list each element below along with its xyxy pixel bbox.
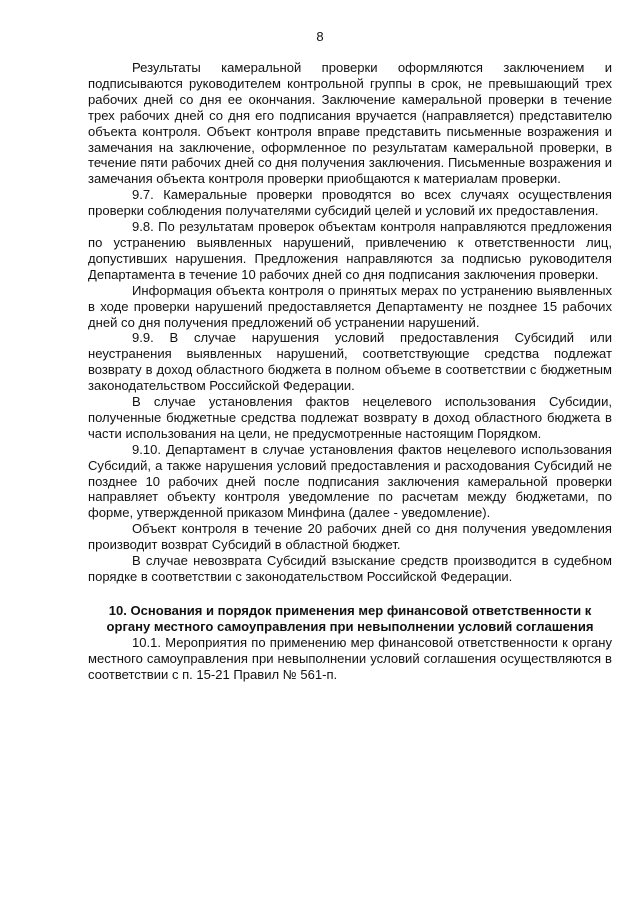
paragraph: 9.9. В случае нарушения условий предоставления Субсидий или неустранения выявленных нарушений, соответствующие средства подлежат возврату в доход областного бюджета в полном объеме в соответствии с бюджетным законодательством Российской Федерации. xyxy=(88,330,612,394)
document-body xyxy=(88,60,612,682)
paragraph: Объект контроля в течение 20 рабочих дней со дня получения уведомления производит возврат Субсидий в областной бюджет. xyxy=(88,521,612,553)
paragraph: 9.7. Камеральные проверки проводятся во всех случаях осуществления проверки соблюдения получателями субсидий целей и условий их предоставления. xyxy=(88,187,612,219)
section-heading: 10. Основания и порядок применения мер финансовой ответственности к органу местного самоуправления при невыполнении условий соглашения xyxy=(106,602,594,634)
paragraph: 9.10. Департамент в случае установления фактов нецелевого использования Субсидий, а также нарушения условий предоставления и расходования Субсидий не позднее 10 рабочих дней после подписания заключения камеральной проверки направляет объекту контроля уведомление по расчетам между бюджетами, по форме, утвержденной приказом Минфина (далее - уведомление). xyxy=(88,441,612,521)
paragraph: В случае установления фактов нецелевого использования Субсидии, полученные бюджетные средства подлежат возврату в доход областного бюджета в части использования на цели, не предусмотренные настоящим Порядком. xyxy=(88,394,612,441)
paragraph: Результаты камеральной проверки оформляются заключением и подписываются руководителем контрольной группы в срок, не превышающий трех рабочих дней со дня ее окончания. Заключение камеральной проверки в течение трех рабочих дней со дня его подписания вручается (направляется) представителю объекта контроля. Объект контроля вправе представить письменные возражения и замечания на заключение, оформленное по результатам камеральной проверки, в течение пяти рабочих дней со дня получения заключения. Письменные возражения и замечания объекта контроля проверки приобщаются к материалам проверки. xyxy=(88,60,612,187)
paragraph: В случае невозврата Субсидий взыскание средств производится в судебном порядке в соответствии с законодательством Российской Федерации. xyxy=(88,553,612,584)
paragraph: Информация объекта контроля о принятых мерах по устранению выявленных в ходе проверки нарушений предоставляется Департаменту не позднее 15 рабочих дней со дня получения предложений об устранении нарушений. xyxy=(88,282,612,330)
paragraph: 10.1. Мероприятия по применению мер финансовой ответственности к органу местного самоуправления при невыполнении условий соглашения осуществляются в соответствии с п. 15-21 Правил № 561-п. xyxy=(88,634,612,682)
page-number: 8 xyxy=(316,29,324,44)
paragraph: 9.8. По результатам проверок объектам контроля направляются предложения по устранению выявленных нарушений, привлечению к ответственности лиц, допустивших нарушения. Предложения направляются за подписью руководителя Департамента в течение 10 рабочих дней со дня подписания заключения проверки. xyxy=(88,219,612,282)
